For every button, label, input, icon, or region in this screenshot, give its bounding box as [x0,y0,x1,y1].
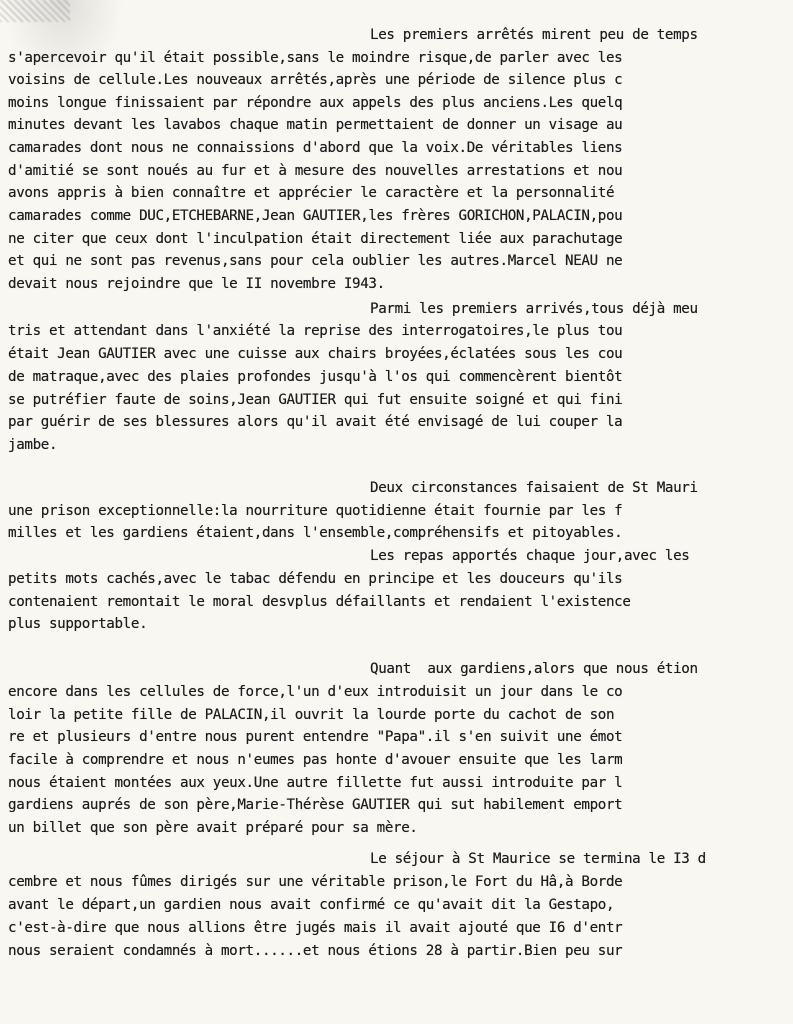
text-line: était Jean GAUTIER avec une cuisse aux chairs broyées,éclatées sous les cou [8,346,623,362]
text-line: petits mots cachés,avec le tabac défendu en principe et les douceurs qu'ils [8,571,623,587]
text-line: tris et attendant dans l'anxiété la reprise des interrogatoires,le plus tou [8,323,623,339]
text-line: avons appris à bien connaître et apprécier le caractère et la personnalité [8,185,615,201]
text-line: Le séjour à St Maurice se termina le I3 d [370,851,706,867]
text-line: et qui ne sont pas revenus,sans pour cela oublier les autres.Marcel NEAU ne [8,253,623,269]
text-line: Deux circonstances faisaient de St Mauri [370,480,698,496]
text-line: Quant aux gardiens,alors que nous étion [370,661,698,677]
text-line: une prison exceptionnelle:la nourriture quotidienne était fournie par les f [8,503,623,519]
text-line: milles et les gardiens étaient,dans l'ensemble,compréhensifs et pitoyables. [8,525,623,541]
text-line: encore dans les cellules de force,l'un d'eux introduisit un jour dans le co [8,684,623,700]
text-line: loir la petite fille de PALACIN,il ouvrit la lourde porte du cachot de son [8,707,615,723]
text-line: facile à comprendre et nous n'eumes pas honte d'avouer ensuite que les larm [8,752,623,768]
text-line: gardiens auprés de son père,Marie-Thérèse GAUTIER qui sut habilement emport [8,797,623,813]
text-line: nous seraient condamnés à mort......et nous étions 28 à partir.Bien peu sur [8,943,623,959]
text-line: Les premiers arrêtés mirent peu de temps [370,27,698,43]
text-line: camarades comme DUC,ETCHEBARNE,Jean GAUTIER,les frères GORICHON,PALACIN,pou [8,208,623,224]
text-line: ne citer que ceux dont l'inculpation était directement liée aux parachutage [8,231,623,247]
text-line: jambe. [8,437,58,453]
text-line: s'apercevoir qu'il était possible,sans le moindre risque,de parler avec les [8,50,623,66]
text-line: c'est-à-dire que nous allions être jugés mais il avait ajouté que I6 d'entr [8,920,623,936]
text-line: par guérir de ses blessures alors qu'il avait été envisagé de lui couper la [8,414,623,430]
text-line: voisins de cellule.Les nouveaux arrêtés,après une période de silence plus c [8,72,623,88]
text-line: contenaient remontait le moral desvplus défaillants et rendaient l'existence [8,594,631,610]
text-line: devait nous rejoindre que le II novembre I943. [8,276,385,292]
text-line: Les repas apportés chaque jour,avec les [370,548,690,564]
text-line: Parmi les premiers arrivés,tous déjà meu [370,301,698,317]
text-line: nous étaient montées aux yeux.Une autre fillette fut aussi introduite par l [8,775,623,791]
text-line: moins longue finissaient par répondre aux appels des plus anciens.Les quelq [8,95,623,111]
text-line: se putréfier faute de soins,Jean GAUTIER qui fut ensuite soigné et qui fini [8,392,623,408]
text-line: cembre et nous fûmes dirigés sur une véritable prison,le Fort du Hâ,à Borde [8,874,623,890]
text-line: un billet que son père avait préparé pour sa mère. [8,820,418,836]
text-line: minutes devant les lavabos chaque matin permettaient de donner un visage au [8,117,623,133]
text-line: camarades dont nous ne connaissions d'abord que la voix.De véritables liens [8,140,623,156]
text-line: avant le départ,un gardien nous avait confirmé ce qu'avait dit la Gestapo, [8,897,615,913]
text-line: de matraque,avec des plaies profondes jusqu'à l'os qui commencèrent bientôt [8,369,623,385]
text-line: plus supportable. [8,616,148,632]
text-line: re et plusieurs d'entre nous purent entendre "Papa".il s'en suivit une émot [8,729,623,745]
ink-smudge [0,0,70,22]
text-line: d'amitié se sont noués au fur et à mesure des nouvelles arrestations et nou [8,163,623,179]
